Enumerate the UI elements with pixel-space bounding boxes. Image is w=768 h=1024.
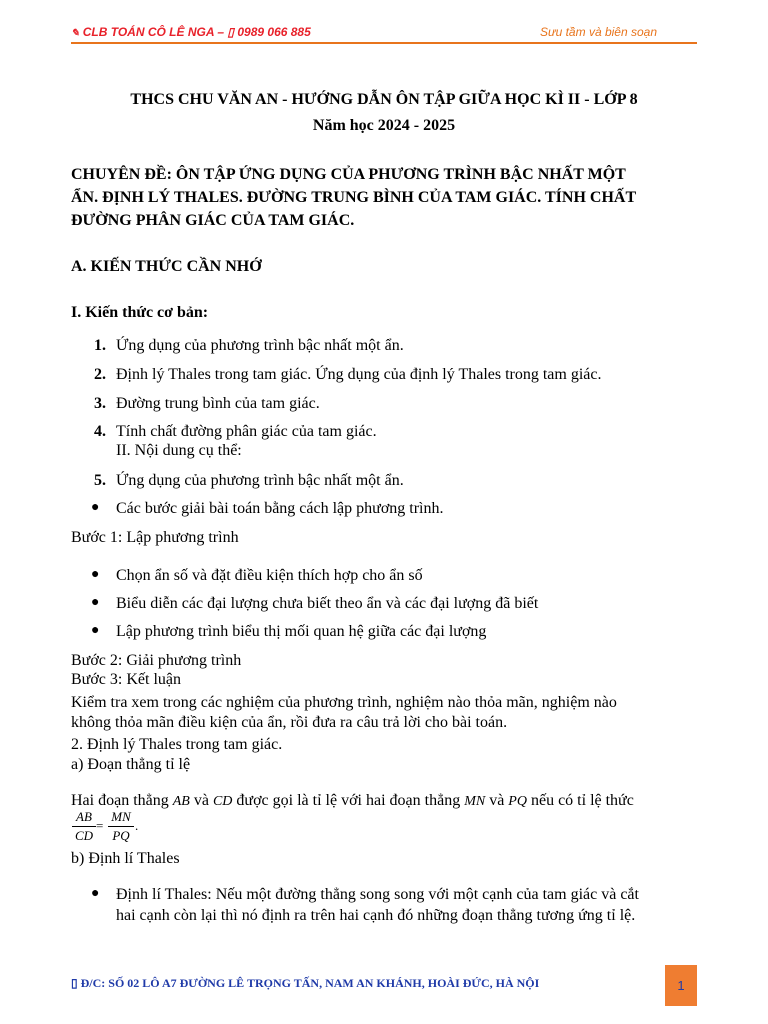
bullet-icon: ● bbox=[91, 623, 100, 638]
step-2: Bước 2: Giải phương trình bbox=[71, 652, 242, 669]
sub-heading-ii: II. Nội dung cụ thể: bbox=[116, 442, 242, 459]
topic-line: ẨN. ĐỊNH LÝ THALES. ĐƯỜNG TRUNG BÌNH CỦA TAM GIÁC. TÍNH CHẤT bbox=[71, 189, 637, 206]
conclusion-line: không thỏa mãn điều kiện của ẩn, rồi đưa ra câu trả lời cho bài toán. bbox=[71, 714, 508, 731]
header-divider bbox=[71, 42, 697, 44]
numerator: MN bbox=[111, 809, 131, 824]
list-item: Các bước giải bài toán bằng cách lập phương trình. bbox=[116, 500, 444, 517]
sub-heading-b: b) Định lí Thales bbox=[71, 850, 180, 867]
item-text: Tính chất đường phân giác của tam giác. bbox=[116, 423, 377, 440]
page-number-text: 1 bbox=[677, 978, 685, 993]
fraction-mn-pq bbox=[108, 809, 134, 844]
list-item: Chọn ẩn số và đặt điều kiện thích hợp cho ẩn số bbox=[116, 567, 423, 584]
header-club bbox=[71, 25, 311, 39]
bullet-icon: ● bbox=[91, 567, 100, 582]
footer-address bbox=[71, 976, 539, 991]
step-1: Bước 1: Lập phương trình bbox=[71, 529, 239, 546]
item-text: Định lý Thales trong tam giác. Ứng dụng của định lý Thales trong tam giác. bbox=[116, 366, 602, 383]
numerator: AB bbox=[76, 809, 92, 824]
conclusion-line: Kiểm tra xem trong các nghiệm của phương trình, nghiệm nào thỏa mãn, nghiệm nào bbox=[71, 694, 617, 711]
math-cd: CD bbox=[212, 794, 233, 809]
list-item bbox=[94, 336, 404, 355]
club-name: CLB TOÁN CÔ LÊ NGA – bbox=[82, 25, 228, 39]
proportion-definition bbox=[71, 791, 634, 811]
bullet-icon: ● bbox=[91, 595, 100, 610]
text: và bbox=[485, 792, 509, 809]
text: Hai đoạn thẳng bbox=[71, 792, 173, 809]
equals-sign: = bbox=[96, 818, 104, 833]
math-ab: AB bbox=[172, 794, 190, 809]
math-mn: MN bbox=[464, 794, 486, 809]
section-i-heading: I. Kiến thức cơ bản: bbox=[71, 304, 209, 321]
list-item bbox=[94, 394, 320, 413]
phone-icon: ▯ bbox=[227, 25, 235, 39]
theorem-text bbox=[116, 884, 706, 926]
list-item bbox=[94, 471, 404, 490]
text: nếu có tỉ lệ thức bbox=[526, 792, 634, 809]
address-text: Đ/C: SỐ 02 LÔ A7 ĐƯỜNG LÊ TRỌNG TẤN, NAM AN KHÁNH, HOÀI ĐỨC, HÀ NỘI bbox=[77, 976, 540, 990]
page-number bbox=[665, 965, 697, 1006]
text: được gọi là tỉ lệ với hai đoạn thẳng bbox=[232, 792, 465, 809]
list-item bbox=[94, 422, 377, 441]
fraction-bar bbox=[108, 826, 134, 827]
math-pq: PQ bbox=[508, 794, 527, 809]
item-number: 5. bbox=[94, 472, 106, 489]
item-text: Ứng dụng của phương trình bậc nhất một ẩn. bbox=[116, 337, 404, 354]
phone-number: 0989 066 885 bbox=[234, 25, 311, 39]
list-item: Lập phương trình biểu thị mối quan hệ giữa các đại lượng bbox=[116, 623, 487, 640]
book-icon: ✎ bbox=[71, 28, 80, 39]
list-item bbox=[94, 365, 602, 384]
sub-heading-a: a) Đoạn thẳng tỉ lệ bbox=[71, 756, 191, 773]
step-3: Bước 3: Kết luận bbox=[71, 671, 181, 688]
header-right-text: Sưu tầm và biên soạn bbox=[539, 25, 657, 39]
item-number: 1. bbox=[94, 337, 106, 354]
item-text: Đường trung bình của tam giác. bbox=[116, 395, 320, 412]
theorem-line: hai cạnh còn lại thì nó định ra trên hai cạnh đó những đoạn thẳng tương ứng tỉ lệ. bbox=[116, 907, 636, 924]
denominator: CD bbox=[74, 828, 94, 843]
period: . bbox=[135, 818, 139, 833]
item-text: Ứng dụng của phương trình bậc nhất một ẩn. bbox=[116, 472, 404, 489]
bullet-icon: ● bbox=[91, 500, 100, 515]
denominator: PQ bbox=[112, 828, 130, 843]
section-a-heading: A. KIẾN THỨC CẦN NHỚ bbox=[71, 258, 262, 275]
item-number: 4. bbox=[94, 423, 106, 440]
list-item: Biểu diễn các đại lượng chưa biết theo ẩn và các đại lượng đã biết bbox=[116, 595, 539, 612]
item-number: 3. bbox=[94, 395, 106, 412]
thales-heading: 2. Định lý Thales trong tam giác. bbox=[71, 736, 283, 753]
bullet-icon: ● bbox=[91, 886, 100, 901]
location-icon: ▯ bbox=[71, 976, 78, 990]
item-number: 2. bbox=[94, 366, 106, 383]
topic-heading bbox=[71, 163, 701, 232]
fraction-bar bbox=[72, 826, 96, 827]
fraction-ab-cd bbox=[72, 809, 96, 844]
topic-line: ĐƯỜNG PHÂN GIÁC CỦA TAM GIÁC. bbox=[71, 212, 355, 229]
text: và bbox=[189, 792, 213, 809]
page-title: THCS CHU VĂN AN - HƯỚNG DẪN ÔN TẬP GIỮA HỌC KÌ II - LỚP 8 bbox=[130, 91, 638, 108]
school-year: Năm học 2024 - 2025 bbox=[312, 117, 456, 134]
theorem-line: Định lí Thales: Nếu một đường thẳng song song với một cạnh của tam giác và cắt bbox=[116, 886, 639, 903]
topic-line: CHUYÊN ĐỀ: ÔN TẬP ỨNG DỤNG CỦA PHƯƠNG TRÌNH BẬC NHẤT MỘT bbox=[71, 166, 626, 183]
